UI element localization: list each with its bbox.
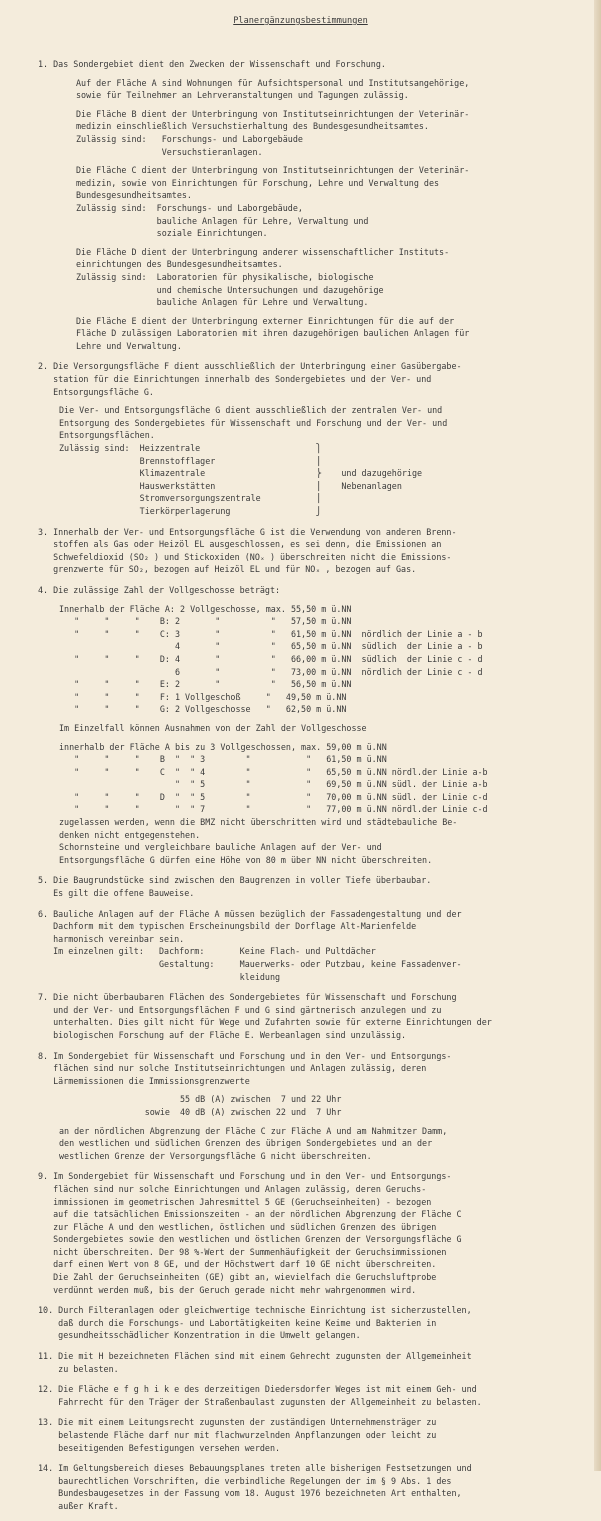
paragraph-line: Versuchstieranlagen.	[76, 146, 263, 157]
paragraph-line: Auf der Fläche A sind Wohnungen für Aufsichtspersonal und Institutsangehörige,	[76, 77, 470, 88]
paragraph-line: Bundesgesundheitsamtes.	[76, 190, 192, 201]
document-body	[38, 58, 598, 1521]
paragraph-line: denken nicht entgegenstehen.	[59, 829, 201, 840]
paragraph-line: Entsorgungsflächen.	[59, 430, 155, 441]
paragraph-line: Entsorgungsfläche G dürfen eine Höhe von 80 m über NN nicht überschreiten.	[59, 854, 433, 865]
paragraph-line: Stromversorgungszentrale ⎪	[59, 493, 322, 504]
paragraph	[38, 164, 598, 240]
section-12	[38, 1383, 598, 1408]
paragraph	[38, 741, 598, 867]
section-line: flächen sind nur solche Institutseinrichtungen und Anlagen zulässig, deren	[38, 1063, 427, 1074]
paragraph	[38, 77, 598, 102]
section-line: Gestaltung: Mauerwerks- oder Putzbau, keine Fassadenver-	[38, 959, 462, 969]
paragraph-line: sowie 40 dB (A) zwischen 22 und 7 Uhr	[59, 1106, 342, 1117]
paragraph-line: " " " F: 1 Vollgeschoß " 49,50 m ü.NN	[59, 691, 347, 702]
paragraph	[38, 603, 598, 716]
section-7	[38, 991, 598, 1041]
section-line: belastende Fläche darf nur mit flachwurzelnden Anpflanzungen oder leicht zu	[38, 1430, 437, 1440]
paragraph-line: Innerhalb der Fläche A: 2 Vollgeschosse, max. 55,50 m ü.NN	[59, 603, 352, 614]
section-line: beseitigenden Befestigungen versehen werden.	[38, 1442, 281, 1453]
document-title: Planergänzungsbestimmungen	[233, 16, 368, 26]
section-line: außer Kraft.	[38, 1500, 119, 1511]
paragraph-line: Die Fläche B dient der Unterbringung von Institutseinrichtungen der Veterinär-	[76, 108, 470, 119]
paragraph	[38, 722, 598, 735]
section-5	[38, 874, 598, 899]
section-14	[38, 1462, 598, 1512]
section-line: Sondergebietes sowie den westlichen und östlichen Grenzen der Versorgungsfläche G	[38, 1234, 462, 1245]
section-line: Im einzelnen gilt: Dachform: Keine Flach- und Pultdächer	[38, 946, 376, 957]
paragraph	[38, 404, 598, 517]
paragraph	[38, 1125, 598, 1163]
paragraph-line: und chemische Untersuchungen und dazugehörige	[76, 284, 384, 295]
paragraph-line: Tierkörperlagerung ⎭	[59, 506, 322, 516]
paragraph-line: 55 dB (A) zwischen 7 und 22 Uhr	[59, 1094, 342, 1105]
section-line: 4. Die zulässige Zahl der Vollgeschosse beträgt:	[38, 584, 281, 595]
section-line: 7. Die nicht überbaubaren Flächen des Sondergebietes für Wissenschaft und Forschung	[38, 992, 457, 1003]
section-11	[38, 1350, 598, 1375]
paragraph	[38, 246, 598, 309]
section-4	[38, 584, 598, 866]
section-line: Bundesbaugesetzes in der Fassung vom 18. August 1976 bezeichneten Art enthalten,	[38, 1488, 462, 1499]
section-9	[38, 1170, 598, 1296]
paragraph-line: Brennstofflager ⎪	[59, 455, 322, 466]
section-line: 8. Im Sondergebiet für Wissenschaft und Forschung und in den Ver- und Entsorgungs-	[38, 1050, 452, 1061]
section-line: Lärmemissionen die Immissionsgrenzwerte	[38, 1075, 250, 1086]
paragraph-line: Die Ver- und Entsorgungsfläche G dient ausschließlich der zentralen Ver- und	[59, 405, 443, 416]
section-line: auf die tatsächlichen Emissionszeiten - an der nördlichen Abgrenzung der Fläche C	[38, 1209, 462, 1220]
section-line: 9. Im Sondergebiet für Wissenschaft und Forschung und in den Ver- und Entsorgungs-	[38, 1171, 452, 1182]
section-2	[38, 360, 598, 517]
paragraph	[38, 315, 598, 353]
paragraph-line: " " " D: 4 " " 66,00 m ü.NN südlich der Linie c - d	[59, 653, 483, 664]
section-line: 3. Innerhalb der Ver- und Entsorgungsfläche G ist die Verwendung von anderen Brenn-	[38, 526, 457, 537]
section-line: Die Zahl der Geruchseinheiten (GE) gibt an, wievielfach die Geruchsluftprobe	[38, 1272, 437, 1283]
section-line: und der Ver- und Entsorgungsflächen F und G sind gärtnerisch anzulegen und zu	[38, 1004, 442, 1015]
section-8	[38, 1050, 598, 1163]
section-line: Fahrrecht für den Träger der Straßenbaulast zugunsten der Allgemeinheit zu belasten.	[38, 1396, 482, 1407]
paragraph-line: Zulässig sind: Forschungs- und Laborgebäude,	[76, 202, 303, 213]
paragraph-line: " " " " " 7 " " 77,00 m ü.NN nördl.der Linie c-d	[59, 804, 488, 815]
paragraph-line: Zulässig sind: Heizzentrale ⎫	[59, 443, 322, 454]
paragraph-line: " " " E: 2 " " 56,50 m ü.NN	[59, 679, 352, 690]
section-line: verdünnt werden muß, bis der Geruch gerade nicht mehr wahrgenommen wird.	[38, 1284, 417, 1295]
section-line: Schwefeldioxid (SO₂ ) und Stickoxiden (NOₓ ) überschreiten nicht die Emissions-	[38, 551, 452, 562]
section-line: 6. Bauliche Anlagen auf der Fläche A müssen bezüglich der Fassadengestaltung und der	[38, 908, 462, 919]
section-3	[38, 526, 598, 576]
paragraph-line: Entsorgung des Sondergebietes für Wissenschaft und Forschung und der Ver- und	[59, 417, 448, 428]
section-line: flächen sind nur solche Einrichtungen und Anlagen zulässig, deren Geruchs-	[38, 1183, 427, 1194]
section-line: 11. Die mit H bezeichneten Flächen sind mit einem Gehrecht zugunsten der Allgemeinheit	[38, 1351, 472, 1362]
section-line: harmonisch vereinbar sein.	[38, 933, 185, 944]
paragraph-line: Die Fläche C dient der Unterbringung von Institutseinrichtungen der Veterinär-	[76, 165, 470, 176]
section-line: unterhalten. Dies gilt nicht für Wege und Zufahrten sowie für externe Einrichtungen der	[38, 1017, 492, 1028]
paragraph-line: Zulässig sind: Laboratorien für physikalische, biologische	[76, 271, 374, 282]
section-line: 14. Im Geltungsbereich dieses Bebauungsplanes treten alle bisherigen Festsetzungen und	[38, 1463, 472, 1474]
section-line: darf einen Wert von 8 GE, und der Höchstwert darf 10 GE nicht überschreiten.	[38, 1259, 437, 1270]
paragraph-line: Im Einzelfall können Ausnahmen von der Zahl der Vollgeschosse	[59, 722, 367, 733]
section-6	[38, 908, 598, 984]
section-line: 2. Die Versorgungsfläche F dient ausschließlich der Unterbringung einer Gasübergabe-	[38, 361, 462, 372]
paragraph-line: " " " C: 3 " " 61,50 m ü.NN nördlich der Linie a - b	[59, 628, 483, 639]
section-line: stoffen als Gas oder Heizöl EL ausgeschlossen, es sei denn, die Emissionen an	[38, 539, 442, 550]
paragraph-line: " " " B " " 3 " " 61,50 m ü.NN	[59, 754, 387, 765]
paragraph-line: innerhalb der Fläche A bis zu 3 Vollgeschossen, max. 59,00 m ü.NN	[59, 741, 387, 752]
paragraph-line: bauliche Anlagen für Lehre und Verwaltung.	[76, 297, 369, 308]
section-line: zur Fläche A und den westlichen, östlichen und südlichen Grenzen des übrigen	[38, 1221, 437, 1232]
section-1	[38, 58, 598, 352]
paragraph-line: Fläche D zulässigen Laboratorien mit ihren dazugehörigen baulichen Anlagen für	[76, 328, 470, 339]
paragraph-line: den westlichen und südlichen Grenzen des übrigen Sondergebietes und an der	[59, 1138, 433, 1149]
section-line: biologischen Forschung auf der Fläche E. Werbeanlagen sind unzulässig.	[38, 1029, 407, 1040]
paragraph-line: soziale Einrichtungen.	[76, 228, 268, 239]
section-line: immissionen im geometrischen Jahresmittel 5 GE (Geruchseinheiten) - bezogen	[38, 1196, 432, 1207]
section-line: nicht überschreiten. Der 98 %-Wert der Summenhäufigkeit der Geruchsimmissionen	[38, 1246, 447, 1257]
section-line: 1. Das Sondergebiet dient den Zwecken der Wissenschaft und Forschung.	[38, 59, 386, 69]
paragraph-line: Schornsteine und vergleichbare bauliche Anlagen auf der Ver- und	[59, 842, 382, 853]
paragraph-line: Klimazentrale ⎬ und dazugehörige	[59, 468, 423, 479]
paragraph-line: " " " C " " 4 " " 65,50 m ü.NN nördl.der Linie a-b	[59, 766, 488, 777]
section-line: baurechtlichen Vorschriften, die verbindliche Regelungen der im § 9 Abs. 1 des	[38, 1475, 452, 1486]
paragraph-line: medizin einschließlich Versuchstierhaltung des Bundesgesundheitsamtes.	[76, 121, 429, 132]
section-line: Es gilt die offene Bauweise.	[38, 888, 195, 899]
paragraph-line: medizin, sowie von Einrichtungen für Forschung, Lehre und Verwaltung des	[76, 177, 440, 188]
section-line: 12. Die Fläche e f g h i k e des derzeitigen Diedersdorfer Weges ist mit einem Geh- und	[38, 1384, 477, 1395]
section-10	[38, 1304, 598, 1342]
section-line: daß durch die Forschungs- und Labortätigkeiten keine Keime und Bakterien in	[38, 1317, 437, 1328]
section-line: station für die Einrichtungen innerhalb des Sondergebietes und der Ver- und	[38, 374, 432, 385]
paragraph-line: Lehre und Verwaltung.	[76, 340, 182, 351]
paragraph-line: einrichtungen des Bundesgesundheitsamtes.	[76, 259, 283, 270]
paragraph-line: 6 " " 73,00 m ü.NN nördlich der Linie c - d	[59, 666, 483, 677]
paragraph-line: " " " D " " 5 " " 70,00 m ü.NN südl. der Linie c-d	[59, 791, 488, 802]
paragraph-line: " " " B: 2 " " 57,50 m ü.NN	[59, 616, 352, 627]
paragraph-line: Die Fläche E dient der Unterbringung externer Einrichtungen für die auf der	[76, 315, 455, 326]
paragraph-line: Zulässig sind: Forschungs- und Laborgebäude	[76, 133, 303, 144]
section-line: kleidung	[38, 971, 281, 982]
paragraph-line: " " " G: 2 Vollgeschosse " 62,50 m ü.NN	[59, 704, 347, 715]
paragraph-line: sowie für Teilnehmer an Lehrveranstaltungen und Tagungen zulässig.	[76, 90, 409, 101]
section-line: 13. Die mit einem Leitungsrecht zugunsten der zuständigen Unternehmensträger zu	[38, 1417, 437, 1428]
section-line: Dachform mit dem typischen Erscheinungsbild der Dorflage Alt-Marienfelde	[38, 921, 417, 932]
paragraph-line: westlichen Grenze der Versorgungsfläche G nicht überschreiten.	[59, 1150, 372, 1161]
section-line: 5. Die Baugrundstücke sind zwischen den Baugrenzen in voller Tiefe überbaubar.	[38, 875, 432, 886]
paragraph-line: an der nördlichen Abgrenzung der Fläche C zur Fläche A und am Nahmitzer Damm,	[59, 1125, 448, 1136]
paragraph	[38, 108, 598, 158]
section-line: grenzwerte für SO₂, bezogen auf Heizöl EL und für NOₓ , bezogen auf Gas.	[38, 564, 417, 575]
paragraph-line: bauliche Anlagen für Lehre, Verwaltung und	[76, 215, 369, 226]
section-line: 10. Durch Filteranlagen oder gleichwertige technische Einrichtung ist sicherzustellen,	[38, 1305, 472, 1316]
paragraph-line: Hauswerkstätten ⎪ Nebenanlagen	[59, 480, 402, 491]
section-13	[38, 1416, 598, 1454]
section-line: gesundheitsschädlicher Konzentration in die Umwelt gelangen.	[38, 1330, 361, 1341]
paragraph-line: zugelassen werden, wenn die BMZ nicht überschritten wird und städtebauliche Be-	[59, 817, 458, 828]
paragraph	[38, 1093, 598, 1118]
paragraph-line: " " 5 " " 69,50 m ü.NN südl. der Linie a-b	[59, 779, 488, 790]
section-line: Entsorgungsfläche G.	[38, 386, 154, 397]
paragraph-line: 4 " " 65,50 m ü.NN südlich der Linie a - b	[59, 641, 483, 652]
paragraph-line: Die Fläche D dient der Unterbringung anderer wissenschaftlicher Instituts-	[76, 246, 450, 257]
section-line: zu belasten.	[38, 1363, 119, 1374]
